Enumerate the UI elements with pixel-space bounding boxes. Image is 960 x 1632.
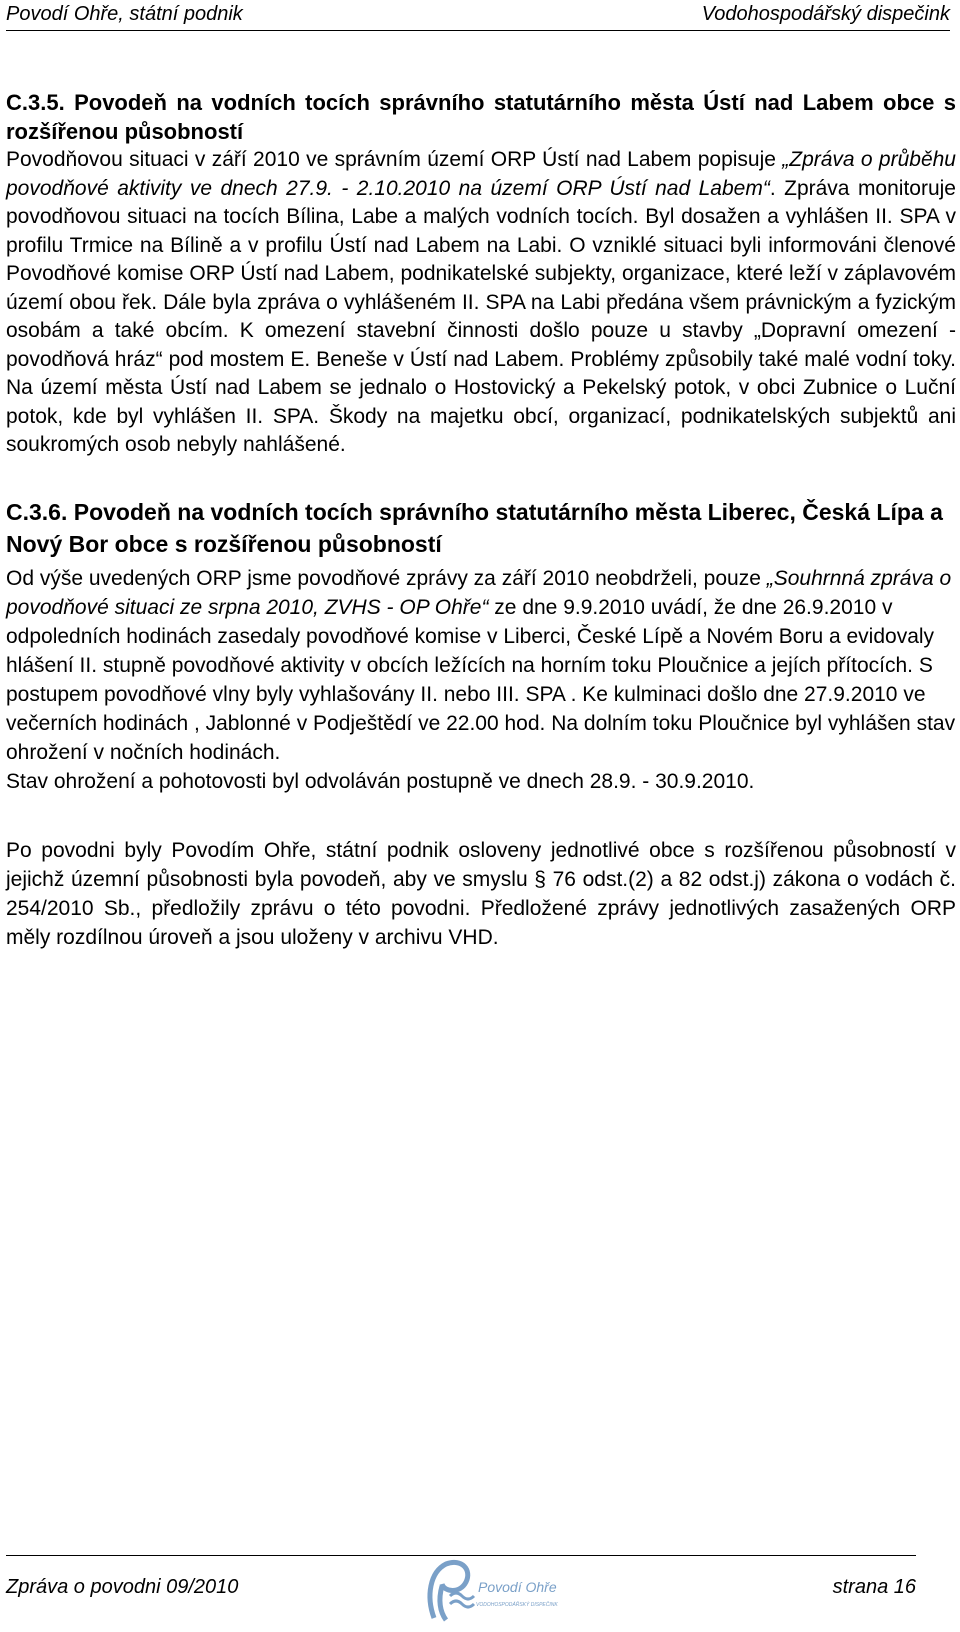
header-department: Vodohospodářský dispečink bbox=[701, 3, 950, 25]
report-title-italic: „Souhrnná zpráva o povodňové situaci ze srpna 2010, ZVHS - OP Ohře“ bbox=[6, 566, 952, 619]
document-body bbox=[6, 88, 956, 952]
section-heading: C.3.6. Povodeň na vodních tocích správního statutárního města Liberec, Česká Lípa a Nový Bor obce s rozšířenou působností bbox=[6, 498, 943, 557]
section-c35 bbox=[6, 88, 956, 460]
paragraph-text: . Zpráva monitoruje povodňovou situaci na tocích Bílina, Labe a malých vodních tocích. Byl dosažen a vyhlášen II. SPA v profilu Trmice na Bílině a v profilu Ústí nad Labem na Labi. O vzniklé situaci byli informováni členové Povodňové komise ORP Ústí nad Labem, podnikatelské subjekty, organizace, které leží v záplavovém území obou řek. Dále byla zpráva o vyhlášeném II. SPA na Labi předána všem právnickým a fyzickým osobám a také obcím. K omezení stavební činnosti došlo pouze u stavby „Dopravní omezení - povodňová hráz“ pod mostem E. Beneše v Ústí nad Labem. Problémy způsobily také malé vodní toky. Na území města Ústí nad Labem se jednalo o Hostovický a Pekelský potok, v obci Zubnice o Luční potok, kde byl vyhlášen II. SPA. Škody na majetku obcí, organizací, podnikatelských subjektů ani soukromých osob nebyly nahlášené. bbox=[6, 176, 956, 456]
footer-page-number: strana 16 bbox=[832, 1576, 916, 1598]
section-heading: C.3.5. Povodeň na vodních tocích správního statutárního města Ústí nad Labem obce s rozšířenou působností bbox=[6, 90, 956, 144]
section-paragraph bbox=[6, 146, 956, 460]
closing-paragraph: Po povodni byly Povodím Ohře, státní podnik osloveny jednotlivé obce s rozšířenou působností v jejichž územní působnosti byla povodeň, aby ve smyslu § 76 odst.(2) a 82 odst.j) zákona o vodách č. 254/2010 Sb., předložily zprávu o této povodni. Předložené zprávy jednotlivých zasažených ORP měly rozdílnou úroveň a jsou uloženy v archivu VHD. bbox=[6, 838, 956, 949]
svg-text:Povodí Ohře: Povodí Ohře bbox=[478, 1579, 557, 1595]
paragraph-text: Povodňovou situaci v září 2010 ve správním území ORP Ústí nad Labem popisuje bbox=[6, 148, 783, 171]
section-paragraph: Stav ohrožení a pohotovosti byl odvoláván postupně ve dnech 28.9. - 30.9.2010. bbox=[6, 769, 755, 793]
povodi-ohre-logo bbox=[416, 1556, 566, 1626]
section-c36 bbox=[6, 496, 956, 796]
paragraph-text: ze dne 9.9.2010 uvádí, že dne 26.9.2010 v odpoledních hodinách zasedaly povodňové komise v Liberci, České Lípě a Novém Boru a evidovaly hlášení II. stupně povodňové aktivity v obcích ležících na horním toku Ploučnice a jejích přítocích. S postupem povodňové vlny byly vyhlašovány II. nebo III. SPA . Ke kulminaci došlo dne 27.9.2010 ve večerních hodinách , Jablonné v Podještědí ve 22.00 hod. Na dolním toku Ploučnice byl vyhlášen stav ohrožení v nočních hodinách. bbox=[6, 595, 956, 764]
page-header bbox=[6, 0, 950, 31]
page-footer bbox=[6, 1555, 916, 1608]
report-title-italic: „Zpráva o průběhu povodňové aktivity ve dnech 27.9. - 2.10.2010 na území ORP Ústí nad Labem“ bbox=[6, 148, 956, 200]
svg-text:VODOHOSPODÁŘSKÝ DISPEČINK: VODOHOSPODÁŘSKÝ DISPEČINK bbox=[476, 1602, 558, 1608]
footer-report-title: Zpráva o povodni 09/2010 bbox=[6, 1576, 239, 1598]
header-organization: Povodí Ohře, státní podnik bbox=[6, 3, 243, 25]
section-closing bbox=[6, 836, 956, 952]
paragraph-text: Od výše uvedených ORP jsme povodňové zprávy za září 2010 neobdrželi, pouze bbox=[6, 566, 767, 590]
section-paragraph bbox=[6, 564, 956, 767]
